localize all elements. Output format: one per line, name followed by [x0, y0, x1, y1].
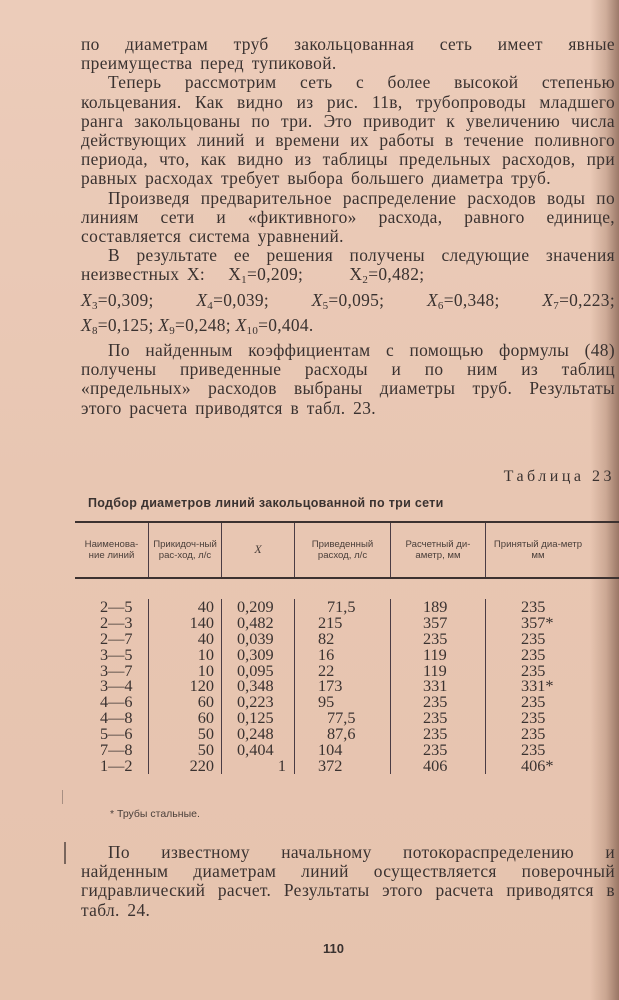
table-cell: 235	[423, 740, 448, 760]
paragraph-1: по диаметрам труб закольцованная сеть имеет явные преимущества перед тупиковой.	[81, 34, 615, 74]
table-cell: 235	[423, 628, 448, 648]
table-cell: 357*	[521, 612, 554, 632]
table-cell: 0,404	[237, 740, 274, 760]
table-cell: 215	[318, 612, 343, 632]
table-cell: 331*	[521, 676, 554, 696]
page-body	[81, 35, 615, 418]
table-cell: 120	[189, 676, 214, 696]
table-body	[75, 579, 619, 796]
column-x	[221, 599, 294, 774]
column-estimated-flow	[148, 599, 221, 774]
header-line-name: Наименова-ние линий	[84, 538, 139, 561]
table-cell: 40	[197, 597, 214, 616]
table-cell: 119	[423, 660, 447, 680]
table-cell: 1—2	[100, 755, 133, 775]
table-cell: 357	[423, 612, 448, 632]
results-intro-text: В результате ее решения получены следующие значения неизвестных X:	[81, 245, 615, 285]
table-cell: 235	[521, 628, 546, 648]
table-cell: 235	[521, 740, 546, 760]
table-cell: 3—7	[100, 660, 133, 680]
table-cell: 2—3	[100, 612, 133, 632]
table-cell: 0,309	[237, 644, 274, 664]
unknown-x9: $X_9=0,248$;	[158, 314, 231, 337]
header-estimated-flow: Прикидоч-ный рас-ход, л/с	[148, 523, 221, 577]
table-cell: 235	[521, 644, 546, 664]
unknown-x8: $X_8=0,125$;	[81, 314, 154, 337]
table-cell: 0,348	[237, 676, 274, 696]
table-cell: 22	[318, 660, 335, 680]
unknown-x6: $X_6=0,348$;	[426, 289, 500, 312]
closing-section	[81, 843, 615, 920]
page-number: 110	[323, 941, 344, 956]
table-cell: 87,6	[327, 724, 356, 744]
header-calculated-diameter: Расчетный ди-аметр, мм	[390, 523, 485, 577]
table-cell: 7—8	[100, 740, 133, 760]
paragraph-2: Теперь рассмотрим сеть с более высокой степенью кольцевания. Как видно из рис. 11в, трубопроводы младшего ранга закольцованы по три. Это приводит к увеличению числа действующих линий и времени их работы в течение поливного периода, что, как видно из таблицы предельных расходов, при равных расходах требует выбора большего диаметра труб.	[81, 72, 615, 189]
table-cell: 140	[189, 612, 214, 632]
table-cell: 235	[423, 708, 448, 728]
table-cell: 50	[197, 740, 214, 760]
paragraph-3: Произведя предварительное распределение расходов воды по линиям сети и «фиктивного» расхода, равного единице, составляется система уравнений.	[81, 187, 615, 247]
table-cell: 372	[318, 755, 343, 775]
table-cell: 0,095	[237, 660, 274, 680]
table-cell: 235	[521, 708, 546, 728]
table-cell: 406*	[521, 755, 554, 775]
table-cell: 0,482	[237, 612, 274, 632]
table-cell: 0,248	[237, 724, 274, 744]
table-cell: 189	[423, 597, 448, 616]
table-cell: 2—7	[100, 628, 133, 648]
header-x: X	[221, 523, 294, 577]
header-reduced-flow: Приведенный расход, л/с	[294, 523, 390, 577]
table-footnote: * Трубы стальные.	[110, 808, 200, 820]
unknowns-line-2	[81, 291, 615, 316]
table-cell: 235	[521, 660, 546, 680]
unknowns-line-3	[81, 316, 615, 341]
unknown-x1: $X_1=0,209$;	[212, 264, 304, 287]
table-cell: 3—5	[100, 644, 133, 664]
unknown-x4: $X_4=0,039$;	[196, 289, 269, 312]
margin-pencil-mark	[64, 842, 66, 864]
column-line-name	[75, 599, 148, 774]
table-cell: 1	[277, 755, 286, 775]
unknown-x3: $X_3=0,309$;	[81, 289, 154, 312]
unknown-x7: $X_7=0,223$;	[542, 289, 615, 312]
table-cell: 406	[423, 755, 448, 775]
table-cell: 173	[318, 676, 343, 696]
table-header-row	[75, 523, 619, 579]
table-cell: 60	[197, 708, 214, 728]
table-cell: 235	[423, 724, 448, 744]
table-cell: 104	[318, 740, 343, 760]
table-cell: 10	[197, 660, 214, 680]
table-cell: 2—5	[100, 597, 133, 616]
table-number-label: Таблица 23	[503, 468, 615, 485]
unknowns-block	[81, 246, 615, 341]
table-cell: 235	[521, 724, 546, 744]
table-cell: 77,5	[327, 708, 356, 728]
table-cell: 0,039	[237, 628, 274, 648]
table-cell: 119	[423, 644, 447, 664]
table-cell: 50	[197, 724, 214, 744]
unknown-x10: $X_{10}=0,404$.	[235, 314, 314, 337]
diameter-selection-table	[75, 521, 619, 796]
column-reduced-flow	[294, 599, 390, 774]
header-accepted-diameter: Принятый диа-метр мм	[485, 523, 590, 577]
table-cell: 0,125	[237, 708, 274, 728]
margin-pencil-mark	[62, 790, 63, 804]
column-accepted-diameter	[485, 599, 590, 774]
table-cell: 40	[197, 628, 214, 648]
table-cell: 95	[318, 692, 335, 712]
table-cell: 235	[423, 692, 448, 712]
table-cell: 10	[197, 644, 214, 664]
table-cell: 0,209	[237, 597, 274, 616]
paragraph-6: По известному начальному потокораспределению и найденным диаметрам линий осуществляется поверочный гидравлический расчет. Результаты этого расчета приводятся в табл. 24.	[81, 842, 615, 920]
table-cell: 4—8	[100, 708, 133, 728]
table-title: Подбор диаметров линий закольцованной по три сети	[88, 496, 444, 510]
table-cell: 0,223	[237, 692, 274, 712]
table-cell: 60	[197, 692, 214, 712]
table-cell: 4—6	[100, 692, 133, 712]
unknown-x5: $X_5=0,095$;	[311, 289, 385, 312]
table-cell: 82	[318, 628, 335, 648]
column-calculated-diameter	[390, 599, 485, 774]
table-cell: 16	[318, 644, 335, 664]
unknown-x2: $X_2=0,482$;	[310, 264, 425, 287]
paragraph-4-intro	[81, 246, 615, 290]
table-cell: 71,5	[327, 597, 356, 616]
table-cell: 235	[521, 597, 546, 616]
paragraph-5: По найденным коэффициентам с помощью формулы (48) получены приведенные расходы и по ним из таблиц «предельных» расходов выбраны диаметры труб. Результаты этого расчета приводятся в табл. 23.	[81, 340, 615, 418]
table-cell: 235	[521, 692, 546, 712]
table-cell: 331	[423, 676, 448, 696]
table-cell: 220	[189, 755, 214, 775]
table-cell: 5—6	[100, 724, 133, 744]
table-cell: 3—4	[100, 676, 133, 696]
